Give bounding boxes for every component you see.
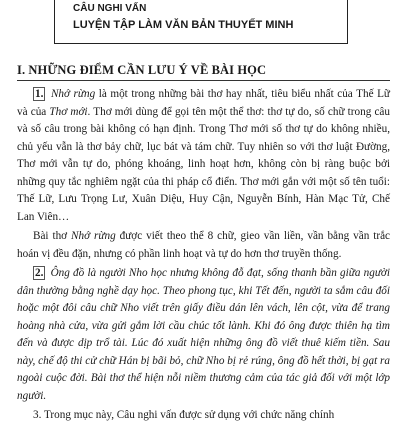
header-line-1: CÂU NGHI VẤN (73, 3, 147, 14)
paragraph-1b (17, 228, 390, 263)
paragraph-number-2: 2. (35, 267, 44, 279)
paragraph-2-text: Ông đồ là người Nho học nhưng không đỗ đạt, sống thanh bần giữa người dân thường bằng nghề dạy học. Theo phong tục, khi Tết đến, người ta sắm câu đối hoặc một đôi câu chữ Nho viết trên giấy điều dán lên vách, lên cột, vừa để trang hoàng nhà cửa, vừa gửi gắm lời cầu chúc tốt lành. Khi đó ông được thiên hạ tìm đến và được dịp trổ tài. Lúc đó xuất hiện những ông đồ viết thuê kiếm tiền. Sau này, chế độ thi cử chữ Hán bị bãi bỏ, chữ Nho bị rẻ rúng, ông đồ hết thời, bị gạt ra ngoài cuộc đời. Bài thơ thể hiện nỗi niềm thương cảm của tác giả đối với một lớp người. (17, 267, 390, 402)
paragraph-number-1: 1. (35, 88, 44, 100)
paragraph-1b-text-b: được viết theo thể 8 chữ, gieo vần liền, vần bằng vần trắc hoán vị đều đặn, nhưng có phần linh hoạt và tự do hơn thơ truyền thống. (17, 230, 391, 260)
paragraph-1-text-a: là một trong những bài thơ hay nhất, tiêu biểu nhất của Thế Lữ và của (17, 88, 390, 118)
paragraph-3-cut (17, 407, 390, 421)
section-divider (17, 80, 390, 81)
paragraph-2 (17, 265, 390, 405)
document-body (17, 86, 391, 421)
poem-title-nho-rung: Nhớ rừng (50, 88, 96, 100)
chapter-header-box (54, 0, 348, 44)
paragraph-1b-text-a: Bài thơ (33, 230, 72, 242)
tho-moi-term: Thơ mới (49, 105, 88, 118)
section-heading: I. NHỮNG ĐIỂM CẦN LƯU Ý VỀ BÀI HỌC (17, 63, 267, 77)
poem-title-nho-rung-2: Nhớ rừng (71, 230, 116, 242)
paragraph-1-text-b: . Thơ mới dùng để gọi tên một thể thơ: thơ tự do, số chữ trong câu và số câu trong bài không có hạn định. Trong Thơ mới số thơ tự do không nhiều, chủ yếu vẫn là thơ bảy chữ, lục bát và tám chữ. Tuy nhiên so với thơ luật Đường, Thơ mới vẫn tự do, phóng khoáng, linh hoạt hơn, không còn bị ràng buộc bởi những quy tắc nghiêm ngặt của thi pháp cổ điển. Thơ mới gắn với một số tên tuổi: Thế Lữ, Lưu Trọng Lư, Xuân Diệu, Huy Cận, Nguyễn Bính, Hàn Mạc Tử, Chế Lan Viên… (17, 105, 390, 223)
header-line-2: LUYỆN TẬP LÀM VĂN BẢN THUYẾT MINH (73, 19, 294, 31)
paragraph-1 (17, 86, 390, 226)
paragraph-3: 3. Trong mục này, Câu nghi vấn được sử dụng với chức năng chính (33, 409, 335, 421)
